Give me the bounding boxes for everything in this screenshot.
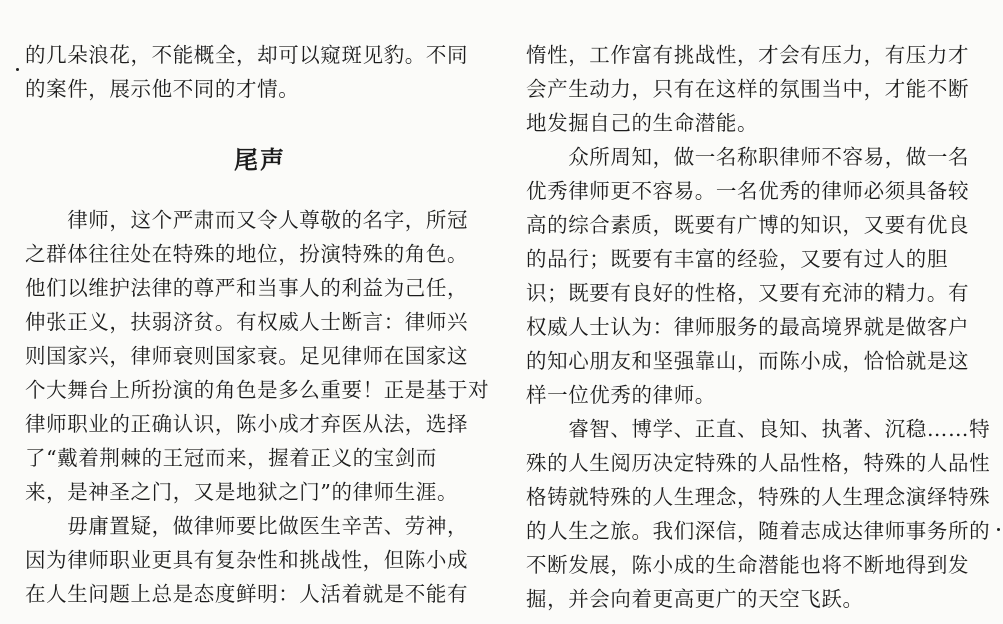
text-line: 格铸就特殊的人生理念，特殊的人生理念演绎特殊 (526, 485, 991, 509)
text-line: 地发掘自己的生命潜能。 (526, 111, 759, 135)
text-line: 众所周知，做一名称职律师不容易，做一名 (526, 145, 970, 169)
left-column-top (25, 38, 495, 106)
text-line: 的品行；既要有丰富的经验，又要有过人的胆 (526, 247, 948, 271)
text-line: 高的综合素质，既要有广博的知识，又要有优良 (526, 213, 970, 237)
text-line: 优秀律师更不容易。一名优秀的律师必须具备较 (526, 179, 970, 203)
text-line: 殊的人生阅历决定特殊的人品性格，特殊的人品性 (526, 451, 991, 475)
scan-speck (16, 68, 19, 71)
text-line: 了“戴着荆棘的王冠而来，握着正义的宝剑而 (25, 446, 437, 470)
text-line: 个大舞台上所扮演的角色是多么重要！正是基于对 (25, 378, 490, 402)
text-line: 会产生动力，只有在这样的氛围当中，才能不断 (526, 77, 970, 101)
scan-speck (997, 528, 1000, 531)
text-line: 则国家兴，律师衰则国家衰。足见律师在国家这 (25, 344, 469, 368)
text-line: 在人生问题上总是态度鲜明：人活着就是不能有 (25, 582, 469, 606)
text-line: 样一位优秀的律师。 (526, 383, 716, 407)
text-line: 的知心朋友和坚强靠山，而陈小成，恰恰就是这 (526, 349, 970, 373)
text-line: 毋庸置疑，做律师要比做医生辛苦、劳神， (25, 514, 469, 538)
text-line: 的几朵浪花，不能概全，却可以窥斑见豹。不同 (25, 43, 469, 67)
right-column (526, 38, 991, 616)
text-line: 律师，这个严肃而又令人尊敬的名字，所冠 (25, 208, 469, 232)
text-line: 睿智、博学、正直、良知、执著、沉稳……特 (526, 417, 991, 441)
text-line: 伸张正义，扶弱济贫。有权威人士断言：律师兴 (25, 310, 469, 334)
text-line: 的案件，展示他不同的才情。 (25, 77, 300, 101)
text-line: 惰性，工作富有挑战性，才会有压力，有压力才 (526, 43, 970, 67)
text-line: 识；既要有良好的性格，又要有充沛的精力。有 (526, 281, 970, 305)
text-line: 权威人士认为：律师服务的最高境界就是做客户 (526, 315, 970, 339)
text-line: 来，是神圣之门，又是地狱之门”的律师生涯。 (25, 480, 459, 504)
text-line: 他们以维护法律的尊严和当事人的利益为己任， (25, 276, 469, 300)
text-line: 律师职业的正确认识，陈小成才弃医从法，选择 (25, 412, 469, 436)
text-line: 掘，并会向着更高更广的天空飞跃。 (526, 587, 864, 611)
section-heading: 尾声 (234, 146, 286, 174)
left-column-body (25, 203, 495, 611)
text-line: 因为律师职业更具有复杂性和挑战性，但陈小成 (25, 548, 469, 572)
text-line: 的人生之旅。我们深信，随着志成达律师事务所的 (526, 519, 991, 543)
text-line: 之群体往往处在特殊的地位，扮演特殊的角色。 (25, 242, 469, 266)
text-line: 不断发展，陈小成的生命潜能也将不断地得到发 (526, 553, 970, 577)
